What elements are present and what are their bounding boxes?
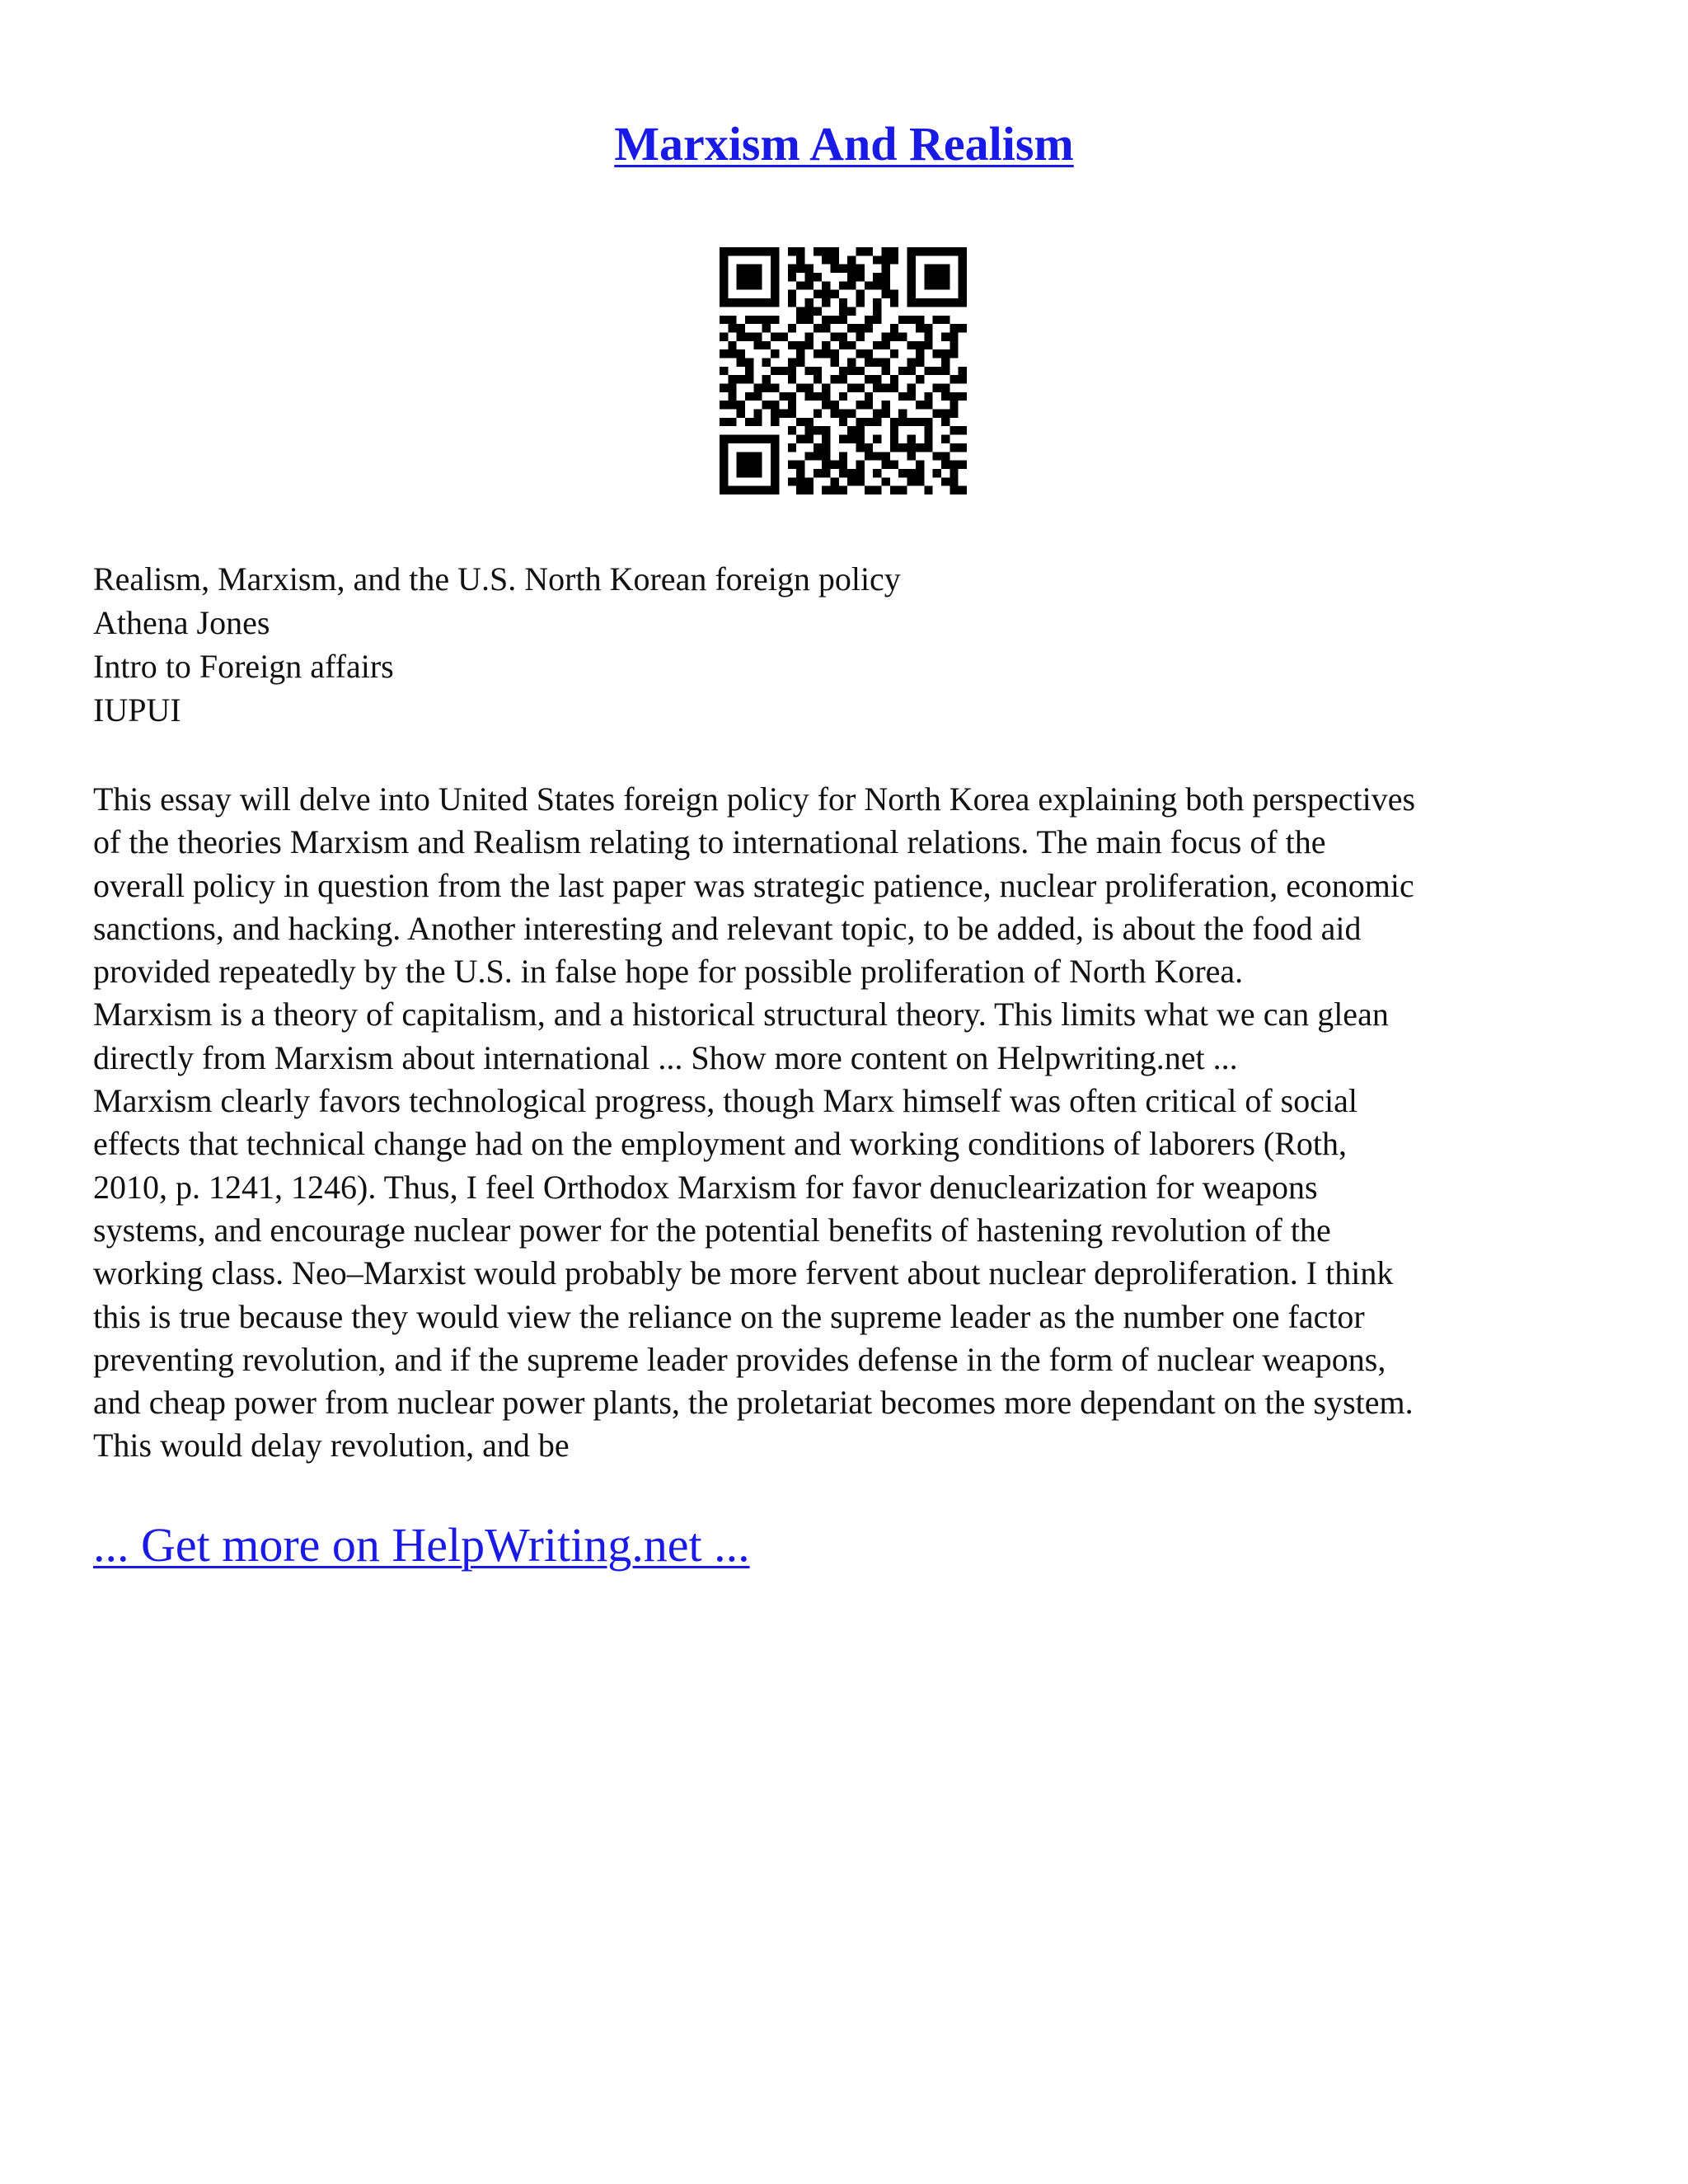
essay-header bbox=[93, 557, 1593, 732]
essay-body bbox=[93, 778, 1610, 1468]
body-line: effects that technical change had on the employment and working conditions of laborers (Roth, bbox=[93, 1125, 1348, 1163]
body-line: provided repeatedly by the U.S. in false hope for possible proliferation of North Korea. bbox=[93, 953, 1244, 991]
body-line: working class. Neo–Marxist would probably be more fervent about nuclear deproliferation. I think bbox=[93, 1254, 1394, 1292]
body-line: This would delay revolution, and be bbox=[93, 1427, 570, 1465]
body-line: This essay will delve into United States foreign policy for North Korea explaining both perspectives bbox=[93, 780, 1416, 818]
page-title bbox=[0, 115, 1688, 173]
body-line: directly from Marxism about international ... Show more content on Helpwriting.net ... bbox=[93, 1038, 1238, 1076]
body-line: overall policy in question from the last paper was strategic patience, nuclear proliferation, economic bbox=[93, 866, 1414, 904]
essay-subtitle: Realism, Marxism, and the U.S. North Korean foreign policy bbox=[93, 560, 901, 598]
body-line: sanctions, and hacking. Another interesting and relevant topic, to be added, is about the food aid bbox=[93, 909, 1362, 947]
author-name: Athena Jones bbox=[93, 604, 270, 641]
body-line: Marxism is a theory of capitalism, and a historical structural theory. This limits what we can glean bbox=[93, 996, 1389, 1033]
qr-code-icon bbox=[720, 247, 967, 494]
institution-name: IUPUI bbox=[93, 691, 181, 729]
body-line: this is true because they would view the reliance on the supreme leader as the number one factor bbox=[93, 1297, 1365, 1335]
body-line: Marxism clearly favors technological progress, though Marx himself was often critical of social bbox=[93, 1082, 1357, 1120]
more-content-link-wrapper bbox=[93, 1516, 750, 1574]
body-line: and cheap power from nuclear power plants, the proletariat becomes more dependant on the system. bbox=[93, 1384, 1414, 1422]
body-line: of the theories Marxism and Realism relating to international relations. The main focus of the bbox=[93, 823, 1326, 861]
body-line: systems, and encourage nuclear power for the potential benefits of hastening revolution of the bbox=[93, 1211, 1331, 1249]
title-link[interactable]: Marxism And Realism bbox=[614, 117, 1074, 171]
get-more-link[interactable]: ... Get more on HelpWriting.net ... bbox=[93, 1518, 750, 1572]
body-line: preventing revolution, and if the supreme leader provides defense in the form of nuclear weapons, bbox=[93, 1340, 1386, 1378]
course-name: Intro to Foreign affairs bbox=[93, 648, 394, 685]
body-line: 2010, p. 1241, 1246). Thus, I feel Orthodox Marxism for favor denuclearization for weapons bbox=[93, 1168, 1318, 1206]
